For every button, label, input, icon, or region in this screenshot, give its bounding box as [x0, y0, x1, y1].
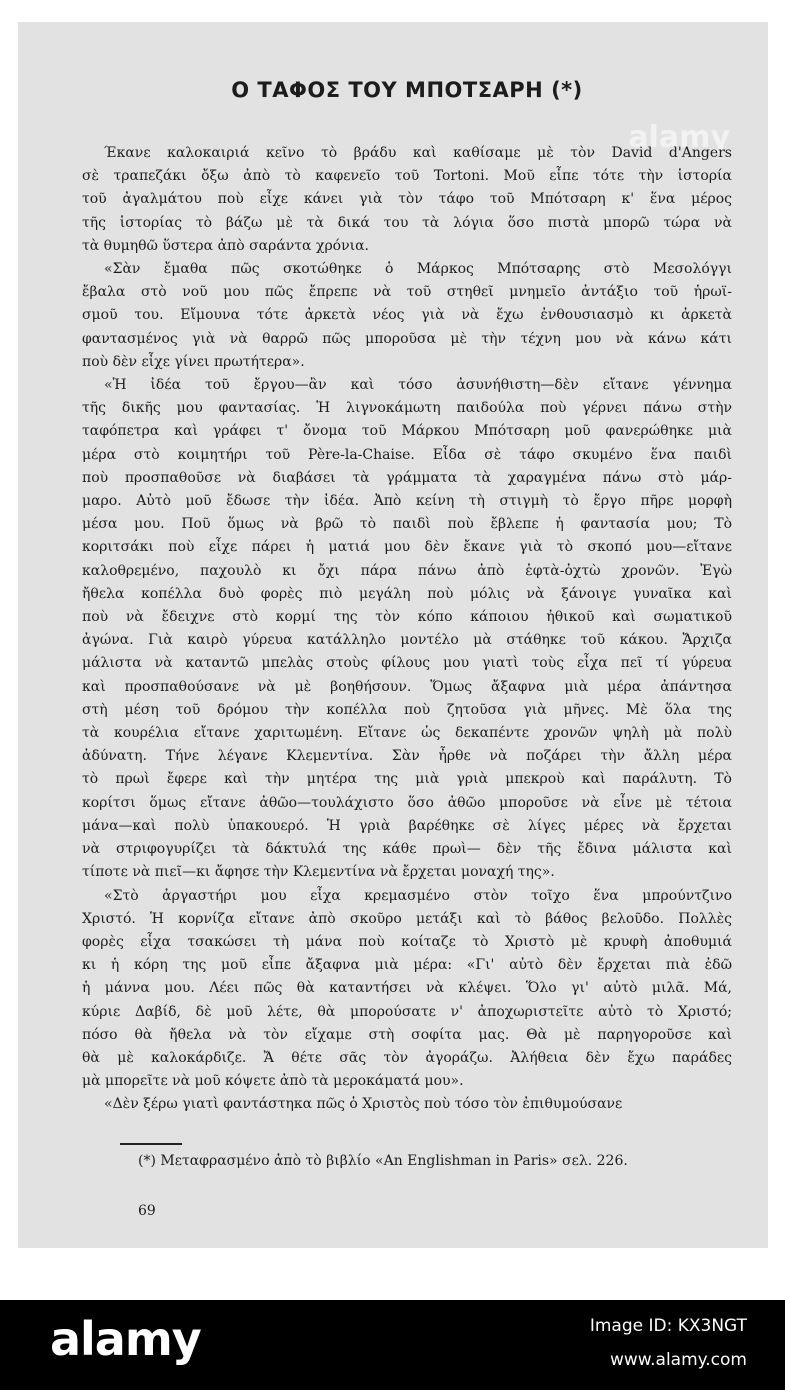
stock-logo: alamy [50, 1312, 201, 1366]
text-line: μαρο. Αὐτὸ μοῦ ἔδωσε τὴν ἰδέα. Ἀπὸ κείνη τὴ στιγμὴ τὸ ἔργο πῆρε μορφὴ [82, 493, 732, 510]
text-line: φαντασμένος γιὰ νὰ θαρρῶ πῶς μποροῦσα μὲ τὴν τέχνη μου νὰ κάνω κάτι [82, 330, 732, 347]
text-line: τοῦ ἀγαλμάτου ποὺ εἶχε κάνει γιὰ τὸν τάφο τοῦ Μπότσαρη κ' ἕνα μέρος [82, 191, 732, 208]
text-line: μάλιστα νὰ καταντῶ μπελὰς στοὺς φίλους μου γιατὶ τοὺς εἶχα πεῖ τί γύρευα [82, 655, 732, 672]
text-line: ἔβαλα στὸ νοῦ μου πῶς ἔπρεπε νὰ τοῦ στηθεῖ μνημεῖο ἀντάξιο τοῦ ἡρωϊ- [82, 284, 732, 301]
page-title: Ο ΤΑΦΟΣ ΤΟΥ ΜΠΟΤΣΑΡΗ (*) [231, 78, 583, 102]
text-line: μάνα—καὶ πολὺ ὑπακουερό. Ἡ γριὰ βαρέθηκε σὲ λίγες μέρες νὰ ἔρχεται [82, 817, 732, 834]
text-line: θὰ μὲ καλοκάρδιζε. Ἄ θέτε σᾶς τὸν ἀγοράζω. Ἀλήθεια δὲν ἔχω παράδες [82, 1049, 732, 1066]
paragraph [82, 374, 732, 884]
image-id: Image ID: KX3NGT [589, 1316, 747, 1336]
text-line: ποὺ προσπαθοῦσε νὰ διαβάσει τὰ γράμματα τὰ χαραγμένα πάνω στὸ μάρ- [82, 469, 732, 486]
text-line: ἡ μάννα μου. Λέει πῶς θὰ καταντήσει νὰ κλέψει. Ὅλο γι' αὐτὸ μιλᾶ. Μά, [82, 980, 732, 997]
footnote: (*) Μεταφρασμένο ἀπὸ τὸ βιβλίο «An Englishman in Paris» σελ. 226. [138, 1152, 628, 1169]
text-line: ἀγώνα. Γιὰ καιρὸ γύρευα κατάλληλο μοντέλο μὰ στάθηκε τοῦ κάκου. Ἄρχιζα [82, 632, 732, 649]
scanned-page [18, 22, 768, 1248]
paragraph [82, 258, 732, 374]
paragraph [82, 1093, 732, 1116]
text-line: Έκανε καλοκαιριά κεῖνο τὸ βράδυ καὶ καθίσαμε μὲ τὸν David d'Angers [104, 145, 732, 161]
text-line: ταφόπετρα καὶ γράφει τ' ὄνομα τοῦ Μάρκου Μπότσαρη μοῦ φανερώθηκε μιὰ [82, 423, 732, 440]
text-line: ποὺ νὰ ἔδειχνε στὸ κορμί της τὸν κόπο κάποιου ἠθικοῦ καὶ σωματικοῦ [82, 609, 732, 626]
text-line: «Στὸ ἀργαστήρι μου εἶχα κρεμασμένο στὸν τοῖχο ἕνα μπρούντζινο [104, 887, 732, 904]
text-line: κι ἡ κόρη της μοῦ εἶπε ἄξαφνα μιὰ μέρα: «Γι' αὐτὸ δὲν ἔρχεται πιὰ ἐδῶ [82, 957, 732, 974]
text-line: καὶ προσπαθούσανε νὰ μὲ βοηθήσουν. Ὅμως ἄξαφνα μιὰ μέρα ἀπάντησα [82, 678, 732, 695]
text-line: φορὲς εἶχα τσακώσει τὴ μάνα ποὺ κοίταζε τὸ Χριστὸ μὲ κρυφὴ ἀποθυμιά [82, 933, 732, 950]
text-line: Χριστό. Ἡ κορνίζα εἴτανε ἀπὸ σκοῦρο μετάξι καὶ τὸ βάθος βελοῦδο. Πολλὲς [82, 910, 732, 927]
body-text [82, 142, 732, 1117]
text-line: νὰ στριφογυρίζει τὰ δάκτυλά της κάθε πρωὶ— δὲν τῆς ἔδινα μάλιστα καὶ [82, 841, 732, 858]
text-line: κοριτσάκι ποὺ εἶχε πάρει ἡ ματιά μου δὲν ἔκανε γιὰ τὸ σκοπό μου—εἴτανε [82, 539, 732, 556]
paragraph [82, 885, 732, 1094]
text-line: «Σὰν ἔμαθα πῶς σκοτώθηκε ὁ Μάρκος Μπότσαρης στὸ Μεσολόγγι [104, 261, 732, 278]
text-line: κορίτσι ὅμως εἴτανε ἀθῶο—τουλάχιστο ὅσο ἀθῶο μποροῦσε νὰ εἶνε μὲ τέτοια [82, 794, 732, 811]
text-line: καλοθρεμένο, παχουλὸ κι ὄχι πάρα πάνω ἀπὸ ἑφτὰ-ὀχτὼ χρονῶν. Ἐγὼ [82, 562, 732, 579]
text-line: μέσα μου. Ποῦ ὅμως νὰ βρῶ τὸ παιδὶ ποὺ ἔβλεπε ἡ φαντασία μου; Τὸ [82, 516, 732, 533]
page-content [82, 64, 732, 1234]
text-line: τὰ θυμηθῶ ὕστερα ἀπὸ σαράντα χρόνια. [82, 237, 370, 254]
text-line: κύριε Δαβίδ, δὲ μοῦ λέτε, θὰ μπορούσατε ν' ἀποχωριστεῖτε αὐτὸ τὸ Χριστό; [82, 1003, 732, 1020]
text-line: «Ἡ ἰδέα τοῦ ἔργου—ἂν καὶ τόσο ἀσυνήθιστη—δὲν εἴτανε γέννημα [104, 377, 732, 394]
text-line: στὴ μέση τοῦ δρόμου τὴν κοπέλλα ποὺ ζητοῦσα γιὰ μῆνες. Μὲ ὅλα της [82, 701, 732, 718]
text-line: τῆς δικῆς μου φαντασίας. Ἡ λιγνοκάμωτη παιδούλα ποὺ γέρνει πάνω στὴν [82, 400, 732, 417]
stock-url: www.alamy.com [609, 1350, 747, 1370]
text-line: σὲ τραπεζάκι ὄξω ἀπὸ τὸ καφενεῖο τοῦ Tortoni. Μοῦ εἶπε τότε τὴν ἱστορία [82, 168, 732, 185]
watermark: alamy [628, 120, 730, 155]
text-line: τὸ πρωὶ ἔφερε καὶ τὴν μητέρα της μιὰ γριὰ μπεκροὺ καὶ παράλυτη. Τὸ [82, 771, 732, 788]
page-number: 69 [138, 1202, 156, 1219]
text-line: ποὺ δὲν εἶχε γίνει πρωτήτερα». [82, 353, 305, 370]
text-line: τίποτε νὰ πιεῖ—κι ἄφησε τὴν Κλεμεντίνα νὰ ἔρχεται μοναχή της». [82, 864, 555, 881]
footnote-rule [120, 1143, 182, 1145]
text-line: μὰ μπορεῖτε νὰ μοῦ κόψετε ἀπὸ τὰ μεροκάματά μου». [82, 1073, 464, 1090]
text-line: μέρα στὸ κοιμητήρι τοῦ Père-la-Chaise. Εἶδα σὲ τάφο σκυμένο ἕνα παιδὶ [82, 446, 732, 463]
text-line: ἀδύνατη. Τήνε λέγανε Κλεμεντίνα. Σὰν ἦρθε νὰ ποζάρει τὴν ἄλλη μέρα [82, 748, 732, 765]
text-line: σμοῦ του. Εἴμουνα τότε ἀρκετὰ νέος γιὰ νὰ ἔχω ἐνθουσιασμὸ κι ἀρκετὰ [82, 307, 732, 324]
text-line: τὰ κουρέλια εἴτανε χαριτωμένη. Εἴτανε ὡς δεκαπέντε χρονῶν ψηλὴ μὰ πολὺ [82, 725, 732, 742]
stock-footer [0, 1300, 785, 1390]
text-line: πόσο θὰ ἤθελα νὰ τὸν εἴχαμε στὴ σοφίτα μας. Θὰ μὲ παρηγοροῦσε καὶ [82, 1026, 732, 1043]
text-line: «Δὲν ξέρω γιατὶ φαντάστηκα πῶς ὁ Χριστὸς ποὺ τόσο τὸν ἐπιθυμούσανε [104, 1096, 623, 1113]
paragraph [82, 142, 732, 258]
text-line: ἤθελα κοπέλλα δυὸ φορὲς πιὸ μεγάλη ποὺ μόλις νὰ ξάνοιγε γυναῖκα καὶ [82, 585, 732, 602]
text-line: τῆς ἱστορίας τὸ βάζω μὲ τὰ δικά του τὰ λόγια ὅσο πιστὰ μπορῶ τώρα νὰ [82, 214, 732, 231]
